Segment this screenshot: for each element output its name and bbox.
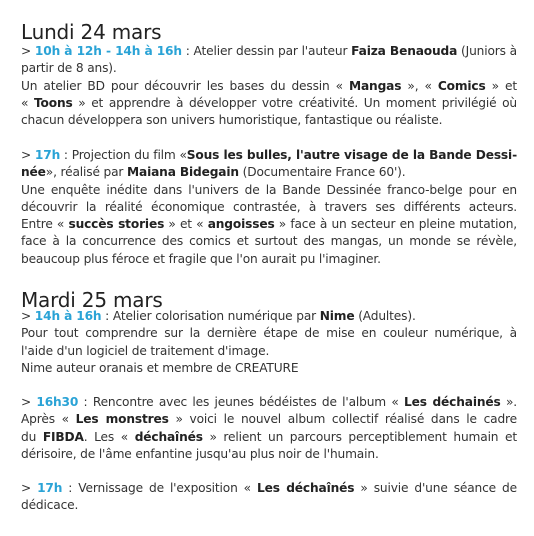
event-line: l'aide d'un logiciel de traitement d'image. — [21, 343, 270, 358]
event-time: 17h — [37, 481, 63, 495]
event-line: dédicace. — [21, 498, 79, 513]
event-line: découvrir la réalité économique contrastée, à travers ses différents acteurs. — [21, 199, 517, 214]
event-line: « Toons » et apprendre à développer votre créativité. Un moment privilégié où — [21, 95, 518, 110]
director-name: Maiana Bidegain — [127, 165, 239, 180]
event-line: chacun développera son univers humoristique, fantastique ou réaliste. — [21, 113, 443, 128]
event-line: dérisoire, de l'âme enfantine jusqu'au plus noir de l'humain. — [21, 446, 379, 461]
event-line: Après « Les monstres » voici le nouvel album collectif réalisé dans le cadre — [21, 412, 517, 427]
event-line: Pour tout comprendre sur la dernière étape de mise en couleur numérique, à — [21, 326, 517, 341]
event-projection-film — [21, 147, 517, 268]
event-line: Une enquête inédite dans l'univers de la Bande Dessinée franco-belge pour en — [21, 182, 517, 197]
event-line: du FIBDA. Les « déchaînés » relient un parcours perceptiblement humain et — [21, 429, 517, 444]
event-atelier-colorisation — [21, 308, 517, 377]
event-line: > 10h à 12h - 14h à 16h : Atelier dessin par l'auteur Faiza Benaouda (Juniors à — [21, 44, 517, 58]
day-heading-mardi: Mardi 25 mars — [21, 288, 163, 312]
event-vernissage — [21, 480, 517, 515]
event-line: Nime auteur oranais et membre de CREATURE — [21, 360, 299, 375]
event-line: beaucoup plus féroce et fragile que l'on aurait pu l'imaginer. — [21, 251, 381, 266]
film-title: Sous les bulles, l'autre visage de la Bande Dessi- — [186, 148, 517, 162]
album-title: Les déchainés — [403, 395, 501, 409]
event-line: > 14h à 16h : Atelier colorisation numérique par Nime (Adultes). — [21, 309, 416, 323]
event-time: 14h à 16h — [34, 309, 102, 323]
author-name: Faiza Benaouda — [351, 44, 458, 58]
author-name: Nime — [319, 309, 355, 323]
event-line: Entre « succès stories » et « angoisses » face à un secteur en pleine mutation, — [21, 217, 517, 232]
event-line: née», réalisé par Maiana Bidegain (Documentaire France 60'). — [21, 165, 406, 180]
event-time: 17h — [34, 148, 61, 162]
event-line: > 16h30 : Rencontre avec les jeunes bédéistes de l'album « Les déchainés ». — [21, 395, 517, 409]
event-line: > 17h : Projection du film «Sous les bulles, l'autre visage de la Bande Dessi- — [21, 148, 517, 162]
event-line: face à la concurrence des comics et surtout des mangas, un monde se révèle, — [21, 234, 517, 249]
exhibition-title: Les déchaînés — [257, 481, 355, 495]
event-time: 16h30 — [36, 395, 79, 409]
event-atelier-dessin — [21, 43, 517, 129]
event-line: Un atelier BD pour découvrir les bases du dessin « Mangas », « Comics » et — [21, 78, 517, 93]
day-heading-lundi: Lundi 24 mars — [21, 20, 162, 44]
event-rencontre-bedeistes — [21, 394, 517, 463]
event-time: 10h à 12h - 14h à 16h — [34, 44, 182, 58]
event-line: partir de 8 ans). — [21, 61, 117, 76]
event-line: > 17h : Vernissage de l'exposition « Les déchaînés » suivie d'une séance de — [21, 481, 517, 495]
